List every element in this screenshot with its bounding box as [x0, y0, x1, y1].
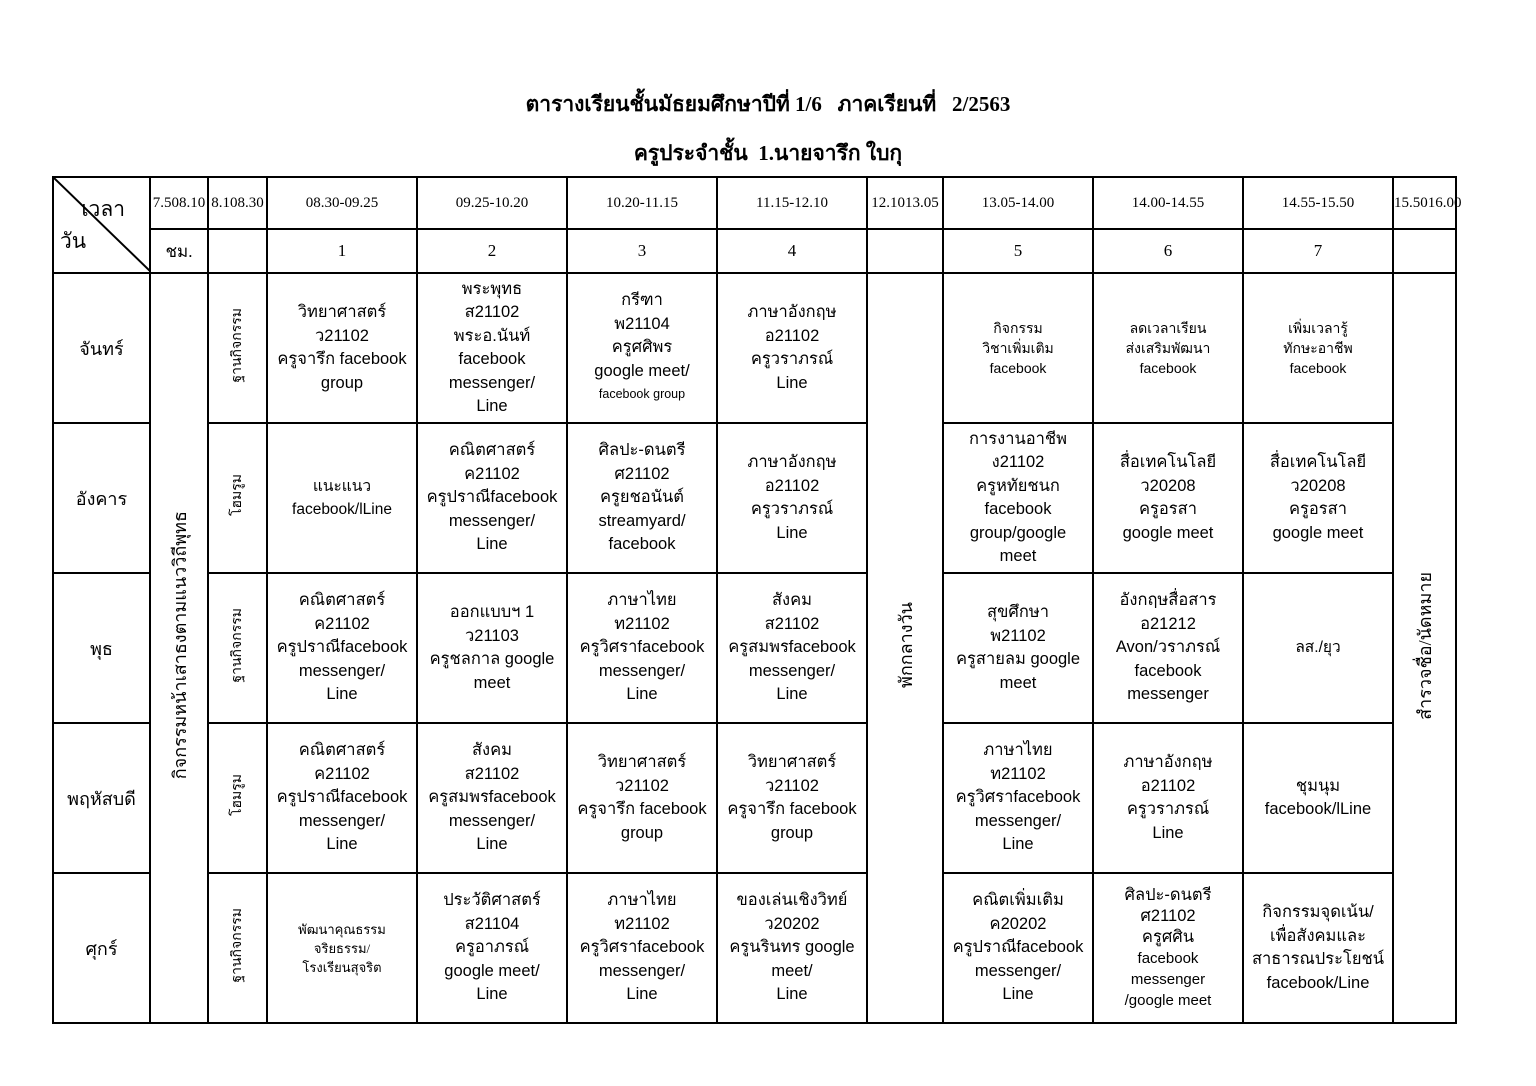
period-number-6: 6 [1093, 229, 1243, 273]
lesson-cell: วิทยาศาสตร์ ว21102 ครูจารึก facebook group [717, 723, 867, 873]
page-title: ตารางเรียนชั้นมัธยมศึกษาปีที่ 1/6 ภาคเรียนที่ 2/2563 [525, 92, 1011, 116]
lesson-cell: คณิตศาสตร์ ค21102 ครูปราณีfacebook messenger/ Line [417, 423, 567, 573]
homeroom-label: ชม. [150, 229, 208, 273]
lesson-cell: ออกแบบฯ 1 ว21103 ครูชลกาล google meet [417, 573, 567, 723]
day-row-wednesday [53, 573, 1456, 723]
day-row-friday [53, 873, 1456, 1023]
lesson-cell: คณิตเพิ่มเติม ค20202 ครูปราณีfacebook messenger/ Line [943, 873, 1093, 1023]
lesson-cell: สังคม ส21102 ครูสมพรfacebook messenger/ Line [717, 573, 867, 723]
lesson-cell: สื่อเทคโนโลยี ว20208 ครูอรสา google meet [1093, 423, 1243, 573]
day-activity-label: โฮมรูม [208, 423, 267, 573]
period-number-3: 3 [567, 229, 717, 273]
lesson-cell: ลดเวลาเรียน ส่งเสริมพัฒนา facebook [1093, 273, 1243, 423]
period-number-2: 2 [417, 229, 567, 273]
time-lunch: 12.1013.05 [867, 177, 943, 229]
day-row-tuesday [53, 423, 1456, 573]
time-period-7: 14.55-15.50 [1243, 177, 1393, 229]
lesson-cell: ประวัติศาสตร์ ส21104 ครูอาภรณ์ google meet/ Line [417, 873, 567, 1023]
period-number-5: 5 [943, 229, 1093, 273]
lesson-cell: ศิลปะ-ดนตรี ศ21102 ครูศศิน facebook messenger /google meet [1093, 873, 1243, 1023]
day-name: จันทร์ [53, 273, 150, 423]
lesson-cell: ภาษาไทย ท21102 ครูวิศราfacebook messenger/ Line [567, 873, 717, 1023]
lesson-cell: แนะแนว facebook/lLine [267, 423, 417, 573]
lesson-cell: ศิลปะ-ดนตรี ศ21102 ครูยชอนันต์ streamyard/ facebook [567, 423, 717, 573]
morning-activity-span: กิจกรรมหน้าเสาธงตามแนววิถีพุทธ [150, 273, 208, 1023]
lesson-cell: อังกฤษสื่อสาร อ21212 Avon/วราภรณ์ facebook messenger [1093, 573, 1243, 723]
lesson-cell: ภาษาไทย ท21102 ครูวิศราfacebook messenger/ Line [943, 723, 1093, 873]
lesson-cell: วิทยาศาสตร์ ว21102 ครูจารึก facebook group [267, 273, 417, 423]
page-subtitle: ครูประจำชั้น 1.นายจารึก ใบกุ [633, 141, 903, 165]
corner-day-label: วัน [60, 229, 87, 253]
lesson-cell: สังคม ส21102 ครูสมพรfacebook messenger/ Line [417, 723, 567, 873]
empty-number-cell [208, 229, 267, 273]
day-name: ศุกร์ [53, 873, 150, 1023]
period-number-1: 1 [267, 229, 417, 273]
corner-header [53, 177, 150, 273]
lesson-cell: คณิตศาสตร์ ค21102 ครูปราณีfacebook messenger/ Line [267, 723, 417, 873]
lesson-cell: สุขศึกษา พ21102 ครูสายลม google meet [943, 573, 1093, 723]
lesson-cell: ลส./ยุว [1243, 573, 1393, 723]
time-period-5: 13.05-14.00 [943, 177, 1093, 229]
time-end: 15.5016.00 [1393, 177, 1456, 229]
lesson-cell: ภาษาไทย ท21102 ครูวิศราfacebook messenger/ Line [567, 573, 717, 723]
time-period-3: 10.20-11.15 [567, 177, 717, 229]
time-period-6: 14.00-14.55 [1093, 177, 1243, 229]
lesson-cell: กรีฑา พ21104 ครูศศิพร google meet/ facebook group [567, 273, 717, 423]
day-name: พฤหัสบดี [53, 723, 150, 873]
corner-time-label: เวลา [81, 197, 125, 221]
day-row-thursday [53, 723, 1456, 873]
time-homeroom: 7.508.10 [150, 177, 208, 229]
time-period-2: 09.25-10.20 [417, 177, 567, 229]
lesson-cell: กิจกรรมจุดเน้น/ เพื่อสังคมและ สาธารณประโยชน์ facebook/Line [1243, 873, 1393, 1023]
lesson-cell: สื่อเทคโนโลยี ว20208 ครูอรสา google meet [1243, 423, 1393, 573]
lesson-cell: ชุมนุม facebook/lLine [1243, 723, 1393, 873]
lesson-cell: ภาษาอังกฤษ อ21102 ครูวราภรณ์ Line [1093, 723, 1243, 873]
day-row-monday [53, 273, 1456, 423]
day-activity-label: ฐานกิจกรรม [208, 273, 267, 423]
period-number-7: 7 [1243, 229, 1393, 273]
lesson-cell: พระพุทธ ส21102 พระอ.นันท์ facebook messenger/ Line [417, 273, 567, 423]
day-activity-label: ฐานกิจกรรม [208, 873, 267, 1023]
period-number-4: 4 [717, 229, 867, 273]
lesson-cell: วิทยาศาสตร์ ว21102 ครูจารึก facebook group [567, 723, 717, 873]
time-period-4: 11.15-12.10 [717, 177, 867, 229]
day-activity-label: ฐานกิจกรรม [208, 573, 267, 723]
day-name: พุธ [53, 573, 150, 723]
lesson-cell: เพิ่มเวลารู้ ทักษะอาชีพ facebook [1243, 273, 1393, 423]
end-roll-call-span: สำรวจชื่อ/นัดหมาย [1393, 273, 1456, 1023]
lesson-cell: ภาษาอังกฤษ อ21102 ครูวราภรณ์ Line [717, 273, 867, 423]
empty-number-cell [867, 229, 943, 273]
lesson-cell: พัฒนาคุณธรรม จริยธรรม/ โรงเรียนสุจริต [267, 873, 417, 1023]
lesson-cell: ของเล่นเชิงวิทย์ ว20202 ครูนรินทร google meet/ Line [717, 873, 867, 1023]
lesson-cell: กิจกรรม วิชาเพิ่มเติม facebook [943, 273, 1093, 423]
lesson-cell: คณิตศาสตร์ ค21102 ครูปราณีfacebook messenger/ Line [267, 573, 417, 723]
day-activity-label: โฮมรูม [208, 723, 267, 873]
empty-number-cell [1393, 229, 1456, 273]
lesson-cell: การงานอาชีพ ง21102 ครูหทัยชนก facebook group/google meet [943, 423, 1093, 573]
timetable [52, 176, 1462, 1024]
day-name: อังคาร [53, 423, 150, 573]
time-activity: 8.108.30 [208, 177, 267, 229]
time-period-1: 08.30-09.25 [267, 177, 417, 229]
lesson-cell: ภาษาอังกฤษ อ21102 ครูวราภรณ์ Line [717, 423, 867, 573]
lunch-break-span: พักกลางวัน [867, 273, 943, 1023]
